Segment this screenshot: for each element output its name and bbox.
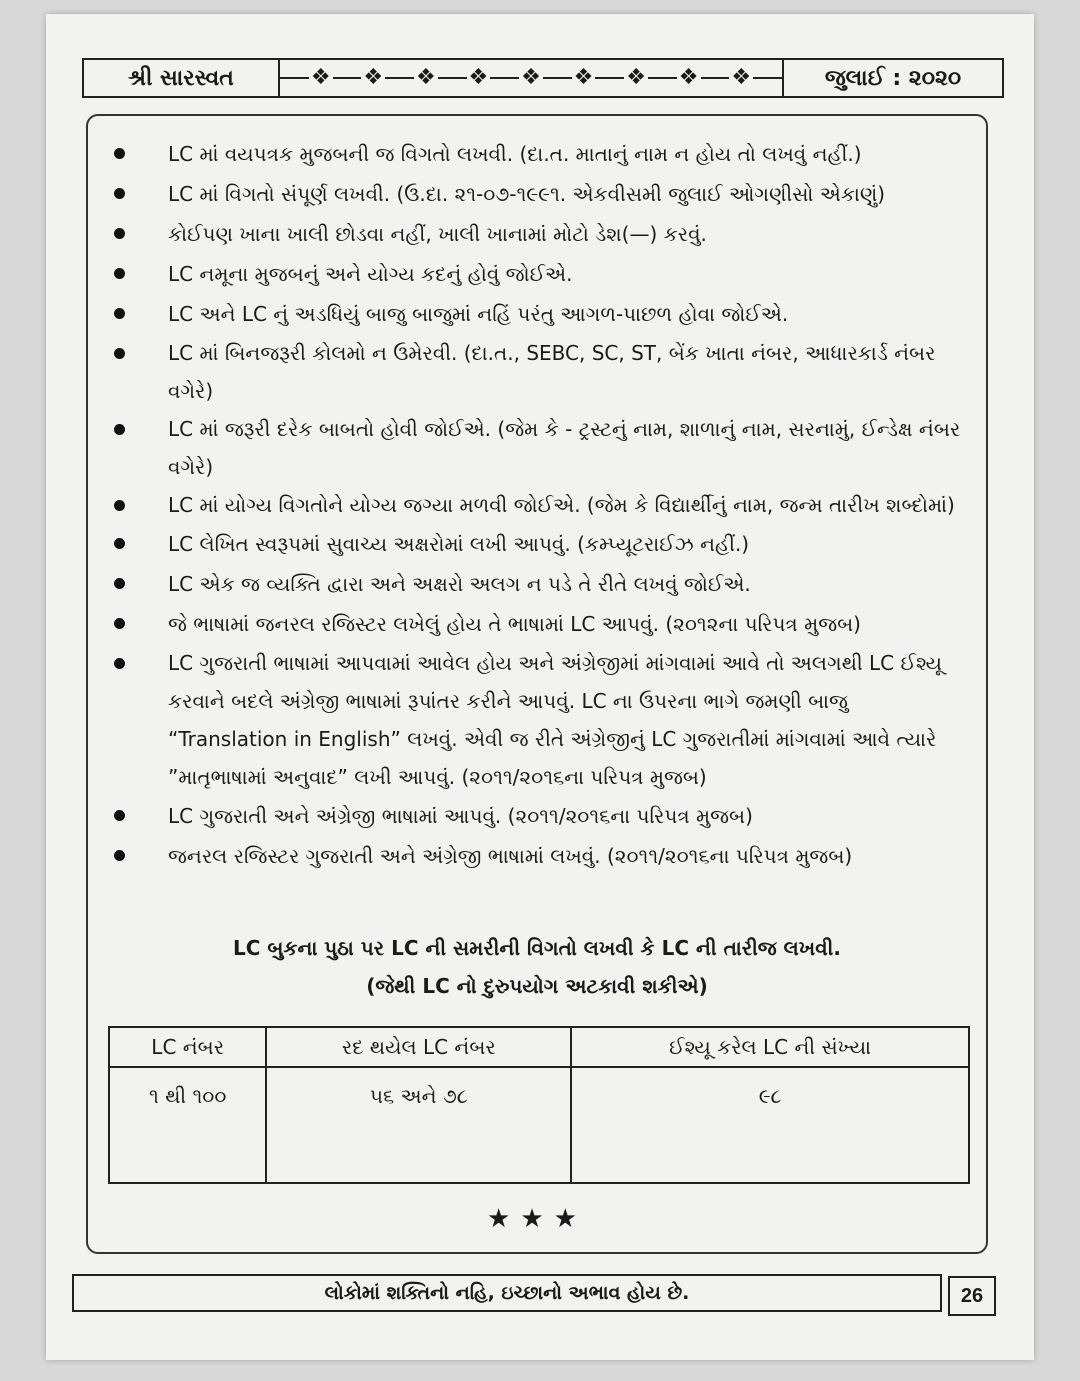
list-item-text: LC માં જરૂરી દરેક બાબતો હોવી જોઈએ. (જેમ કે - ટ્રસ્ટનું નામ, શાળાનું નામ, સરનામું, ઈન્ડેક્ષ નંબર વગેરે) [168, 417, 961, 479]
bullet-icon [114, 500, 125, 511]
list-item [88, 214, 986, 254]
list-item-text: LC અને LC નું અડધિયું બાજુ બાજુમાં નહિં પરંતુ આગળ-પાછળ હોવા જોઈએ. [168, 302, 789, 326]
bullet-icon [114, 618, 125, 629]
list-item-text: જનરલ રજિસ્ટર ગુજરાતી અને અંગ્રેજી ભાષામાં લખવું. (૨૦૧૧/૨૦૧૬ના પરિપત્ર મુજબ) [168, 844, 853, 868]
list-item-text: LC માં વિગતો સંપૂર્ણ લખવી. (ઉ.દા. ૨૧-૦૭-૧૯૯૧. એકવીસમી જુલાઈ ઓગણીસો એકાણું) [168, 182, 886, 206]
list-item-text: LC એક જ વ્યક્તિ દ્વારા અને અક્ષરો અલગ ન પડે તે રીતે લખવું જોઈએ. [168, 572, 751, 596]
ornament-glyph: ❖ [626, 65, 646, 90]
list-item-text: LC માં બિનજરૂરી કોલમો ન ઉમેરવી. (દા.ત., SEBC, SC, ST, બેંક ખાતા નંબર, આધારકાર્ડ નંબર વગેરે) [168, 341, 936, 403]
ornament-glyph: ❖ [310, 65, 331, 90]
star-separator: ★★★ [487, 1204, 587, 1234]
header-ornament [280, 60, 782, 96]
bullet-icon [114, 188, 125, 199]
list-item-text: LC નમૂના મુજબનું અને યોગ્ય કદનું હોવું જોઈએ. [168, 262, 573, 286]
magazine-page [46, 14, 1034, 1360]
list-item-text: LC ગુજરાતી ભાષામાં આપવામાં આવેલ હોય અને અંગ્રેજીમાં માંગવામાં આવે તો અલગથી LC ઈશ્યૂ કરવાને બદલે અંગ્રેજી ભાષામાં રૂપાંતર કરીને આપવું. LC ના ઉપરના ભાગે જમણી બાજુ “Translation in English” લખવું. એવી જ રીતે અંગ્રેજીનું LC ગુજરાતીમાં માંગવામાં આવે ત્યારે ”માતૃભાષામાં અનુવાદ” લખી આપવું. (૨૦૧૧/૨૦૧૬ના પરિપત્ર મુજબ) [168, 651, 943, 789]
list-item [88, 334, 986, 410]
list-item [88, 486, 986, 524]
table-row [109, 1067, 969, 1183]
list-item [88, 174, 986, 214]
list-item [88, 836, 986, 876]
issue-date: જુલાઈ : ૨૦૨૦ [782, 60, 1002, 96]
list-item-text: LC લેખિત સ્વરૂપમાં સુવાચ્ય અક્ષરોમાં લખી આપવું. (કમ્પ્યૂટરાઈઝ નહીં.) [168, 532, 750, 556]
list-item [88, 410, 986, 486]
bullet-icon [114, 308, 125, 319]
lc-summary-table [108, 1026, 970, 1184]
bullet-icon [114, 424, 125, 435]
list-item [88, 294, 986, 334]
list-item [88, 796, 986, 836]
list-item-text: LC માં યોગ્ય વિગતોને યોગ્ય જગ્યા મળવી જોઈએ. (જેમ કે વિદ્યાર્થીનું નામ, જન્મ તારીખ શબ્દોમાં) [168, 493, 955, 517]
page-number: 26 [948, 1276, 996, 1316]
list-item-text: LC ગુજરાતી અને અંગ્રેજી ભાષામાં આપવું. (૨૦૧૧/૨૦૧૬ના પરિપત્ર મુજબ) [168, 804, 753, 828]
page-header [82, 58, 1004, 98]
list-item [88, 604, 986, 644]
table-cell: ૧ થી ૧૦૦ [109, 1067, 266, 1183]
ornament-glyph: ❖ [468, 65, 489, 90]
table-cell: ૯૮ [571, 1067, 969, 1183]
content-box [86, 114, 988, 1254]
bullet-list [88, 134, 986, 876]
ornament-glyph: ❖ [731, 65, 752, 90]
footer-quote: લોકોમાં શક્તિનો નહિ, ઇચ્છાનો અભાવ હોય છે. [72, 1274, 942, 1312]
magazine-title: શ્રી સારસ્વત [84, 60, 280, 96]
column-header: ઈશ્યૂ કરેલ LC ની સંખ્યા [571, 1027, 969, 1067]
note-line-2: (જેથી LC નો દુરુપયોગ અટકાવી શકીએ) [366, 974, 708, 998]
list-item [88, 564, 986, 604]
list-item [88, 134, 986, 174]
ornament-glyph: ❖ [415, 65, 436, 90]
bullet-icon [114, 810, 125, 821]
list-item [88, 524, 986, 564]
list-item [88, 254, 986, 294]
table-cell: ૫૬ અને ૭૮ [266, 1067, 571, 1183]
list-item-text: જે ભાષામાં જનરલ રજિસ્ટર લખેલું હોય તે ભાષામાં LC આપવું. (૨૦૧૨ના પરિપત્ર મુજબ) [168, 612, 861, 636]
bullet-icon [114, 268, 125, 279]
bullet-icon [114, 658, 125, 669]
bullet-icon [114, 538, 125, 549]
ornament-glyph: ❖ [363, 65, 384, 90]
ornament-glyph: ❖ [521, 65, 541, 90]
table-header-row [109, 1027, 969, 1067]
bullet-icon [114, 348, 125, 359]
ornament-glyph: ❖ [678, 65, 699, 90]
note-line-1: LC બુકના પુઠા પર LC ની સમરીની વિગતો લખવી કે LC ની તારીજ લખવી. [232, 936, 842, 960]
column-header: રદ થયેલ LC નંબર [266, 1027, 571, 1067]
ornament-glyph: ❖ [573, 65, 594, 90]
bullet-icon [114, 850, 125, 861]
bullet-icon [114, 148, 125, 159]
list-item-text: LC માં વયપત્રક મુજબની જ વિગતો લખવી. (દા.ત. માતાનું નામ ન હોય તો લખવું નહીં.) [168, 142, 862, 166]
column-header: LC નંબર [109, 1027, 266, 1067]
bullet-icon [114, 578, 125, 589]
list-item [88, 644, 986, 796]
list-item-text: કોઈપણ ખાના ખાલી છોડવા નહીં, ખાલી ખાનામાં મોટો ડેશ(—) કરવું. [168, 222, 707, 246]
bullet-icon [114, 228, 125, 239]
